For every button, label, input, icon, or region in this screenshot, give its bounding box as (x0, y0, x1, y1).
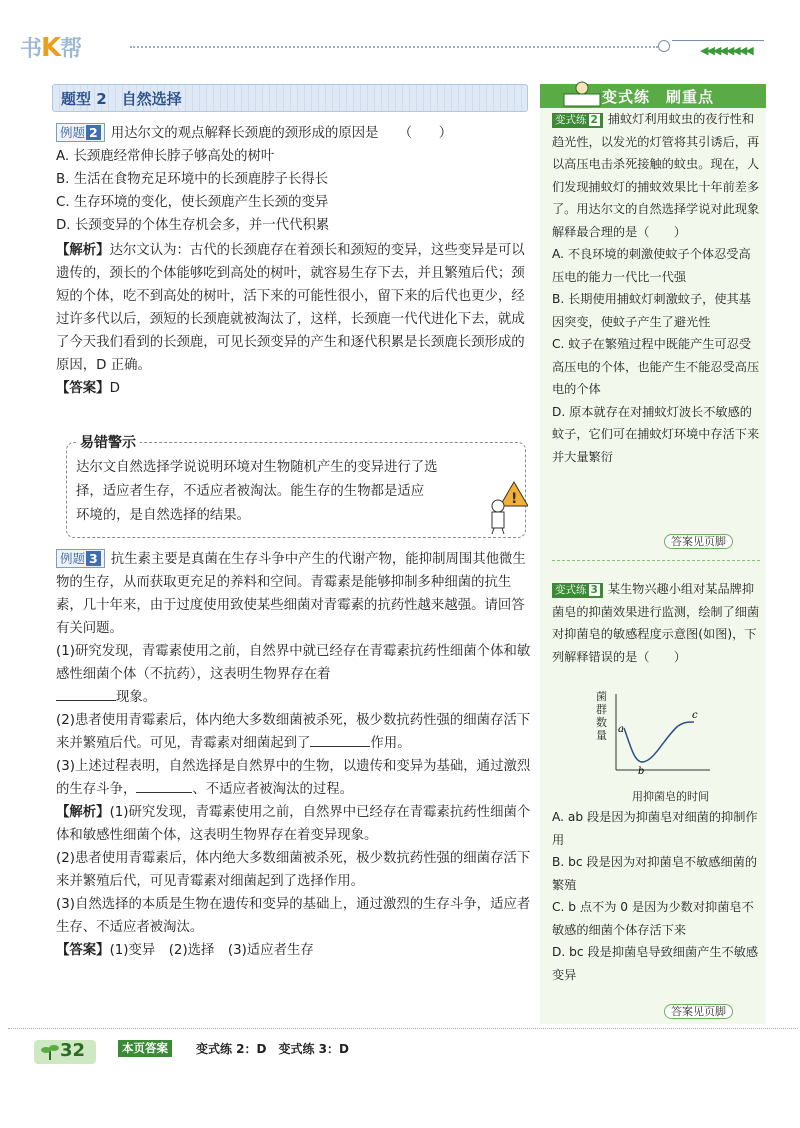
page-answers: 变式练 2：D 变式练 3：D (196, 1042, 349, 1056)
example-question: 抗生素主要是真菌在生存斗争中产生的代谢产物，能抑制周围其他微生物的生存，从而获取更充足的养料和空间。青霉素是能够抑制多种细菌的抗生素，几十年来，由于过度使用致使某些细菌对青霉素的抗药性越来越强。请回答有关问题。 (56, 552, 526, 636)
option-a: A. 长颈鹿经常伸长脖子够高处的树叶 (56, 149, 275, 164)
example-2 (56, 122, 534, 400)
point-c-label: c (692, 710, 698, 721)
section-title: 题型 2 自然选择 (61, 90, 182, 108)
warning-title: 易错警示 (76, 432, 140, 452)
x-axis-label: 用抑菌皂的时间 (632, 790, 709, 803)
option-d: D. 原本就存在对捕蚊灯波长不敏感的蚊子，它们可在捕蚊灯环境中存活下来并大量繁衍 (552, 404, 760, 464)
point-a-label: a (618, 724, 624, 735)
footer-rule (8, 1028, 798, 1029)
question-2: (2)患者使用青霉素后，体内绝大多数细菌被杀死，极少数抗药性强的细菌存活下来并繁殖后代。可见，青霉素对细菌起到了 (56, 713, 531, 751)
answer-blank-3[interactable] (136, 778, 192, 793)
header-rule-right (672, 40, 764, 41)
practice-question: 捕蚊灯利用蚊虫的夜行性和趋光性，以发光的灯管将其引诱后，再以高压电击杀死接触的蚊虫。现在，人们发现捕蚊灯的捕蚊效果比十年前差多了。用达尔文的自然选择学说对此现象解释最合理的是（ ） (552, 112, 760, 239)
example-question: 用达尔文的观点解释长颈鹿的颈形成的原因是 （ ） (110, 126, 453, 141)
option-a: A. 不良环境的刺激使蚊子个体忍受高压电的能力一代比一代强 (552, 247, 751, 284)
example-tag: 例题 3 (56, 549, 105, 568)
option-b: B. 长期使用捕蚊灯刺激蚊子，使其基因突变，使蚊子产生了避光性 (552, 292, 751, 329)
curve-line (624, 722, 694, 762)
analysis-2: (2)患者使用青霉素后，体内绝大多数细菌被杀死，极少数抗药性强的细菌存活下来并繁殖后代，可见青霉素对细菌起到了选择作用。 (56, 851, 531, 889)
point-b-label: b (638, 766, 645, 777)
practice-tag: 变式练 3 (552, 583, 603, 598)
header-rule (130, 46, 658, 48)
option-c: C. 蚊子在繁殖过程中既能产生可忍受高压电的个体，也能产生不能忍受高压电的个体 (552, 337, 760, 396)
warning-figure-icon (484, 480, 528, 534)
sidebar-reader-icon (562, 80, 602, 108)
brand-logo: 书K帮 (20, 33, 82, 63)
analysis-text: 达尔文认为：古代的长颈鹿存在着颈长和颈短的变异，这些变异是可以遗传的，颈长的个体能够吃到高处的树叶，就容易生存下去，并且繁殖后代；颈短的个体，吃不到高处的树叶，活下来的可能性很小，留下来的后代也更少，经过许多代以后，颈短的长颈鹿就被淘汰了，这样，长颈鹿一代代进化下去，就成了今天我们看到的长颈鹿，可见长颈变异的产生和逐代积累是长颈鹿长颈形成的原因，D 正确。 (56, 243, 525, 373)
sidebar-divider (552, 560, 760, 561)
analysis-3: (3)自然选择的本质是生物在遗传和变异的基础上，通过激烈的生存斗争，适应者生存、不适应者被淘汰。 (56, 897, 531, 935)
question-3: (3)上述过程表明，自然选择是自然界中的生物，以遗传和变异为基础，通过激烈的生存斗争， (56, 759, 531, 797)
y-axis-label: 菌群数量 (596, 690, 607, 742)
practice-3 (552, 578, 762, 668)
answer-text: (1)变异 (2)选择 (3)适应者生存 (109, 943, 314, 958)
practice-3-options (552, 806, 762, 986)
bacteria-curve-chart (594, 688, 714, 786)
answer-link-button[interactable]: 答案见页脚 (664, 1000, 733, 1020)
option-a: A. ab 段是因为抑菌皂对细菌的抑制作用 (552, 810, 758, 847)
analysis-label: 【解析】 (56, 805, 110, 820)
answer-link-button[interactable]: 答案见页脚 (664, 530, 733, 550)
section-banner (52, 84, 528, 112)
example-tag: 例题 2 (56, 123, 105, 142)
sidebar-header: 变式练 刷重点 (540, 84, 766, 108)
warning-text: 达尔文自然选择学说说明环境对生物随机产生的变异进行了选 择，适应者生存，不适应者被淘汰。能生存的生物都是适应 环境的，是自然选择的结果。 (76, 460, 438, 523)
page-number: 32 (34, 1040, 96, 1064)
option-c: C. b 点不为 0 是因为少数对抑菌皂不敏感的细菌个体存活下来 (552, 900, 754, 937)
example-3: 例题 3 抗生素主要是真菌在生存斗争中产生的代谢产物，能抑制周围其他微生物的生存，从而获取更充足的养料和空间。青霉素是能够抑制多种细菌的抗生素，几十年来，由于过度使用致使某些细菌对青霉素的抗药性越来越强。请回答有关问题。 (1)研究发现，青霉素使用之前，自然界中就已经存在青霉素抗药性细菌个体和敏感性细菌个体（不抗药），这表明生物界存在着 现象。 (2)患者使用青霉素后，体内绝大多数细菌被杀死，极少数抗药性强的细菌存活下来并繁殖后代。可见，青霉素对细菌起到了 作用。 (3)上述过程表明，自然选择是自然界中的生物，以遗传和变异为基础，通过激烈的生存斗争， 、不适应者被淘汰的过程。 【解析】(1)研究发现，青霉素使用之前，自然界中已经存在青霉素抗药性细菌个体和敏感性细菌个体，这表明生物界存在着变异现象。 (2)患者使用青霉素后，体内绝大多数细菌被杀死，极少数抗药性强的细菌存活下来并繁殖后代，可见青霉素对细菌起到了选择作用。 (3)自然选择的本质是生物在遗传和变异的基础上，通过激烈的生存斗争，适应者生存、不适应者被淘汰。 【答案】(1)变异 (2)选择 (3)适应者生存 (56, 548, 534, 962)
question-1: (1)研究发现，青霉素使用之前，自然界中就已经存在青霉素抗药性细菌个体和敏感性细菌个体（不抗药），这表明生物界存在着 (56, 644, 531, 682)
practice-tag: 变式练 2 (552, 113, 603, 128)
option-d: D. bc 段是抑菌皂导致细菌产生不敏感变异 (552, 945, 759, 982)
practice-question: 某生物兴趣小组对某品牌抑菌皂的抑菌效果进行监测，绘制了细菌对抑菌皂的敏感程度示意图(如图)，下列解释错误的是（ ） (552, 582, 760, 664)
answer-blank-2[interactable] (310, 732, 370, 747)
option-b: B. bc 段是因为对抑菌皂不敏感细菌的繁殖 (552, 855, 758, 892)
answer-text: D (109, 381, 120, 396)
analysis-label: 【解析】 (56, 243, 110, 258)
option-d: D. 长颈变异的个体生存机会多，并一代代积累 (56, 218, 330, 233)
analysis-1: (1)研究发现，青霉素使用之前，自然界中已经存在青霉素抗药性细菌个体和敏感性细菌个体，这表明生物界存在着变异现象。 (56, 805, 531, 843)
option-b: B. 生活在食物充足环境中的长颈鹿脖子长得长 (56, 172, 329, 187)
practice-2 (552, 108, 762, 468)
header-circle (658, 40, 670, 52)
answer-label: 【答案】 (56, 381, 110, 396)
header-arrows-icon: ◀◀◀◀◀◀◀◀ (700, 44, 752, 57)
answer-label: 【答案】 (56, 943, 110, 958)
sprout-icon (40, 1042, 60, 1062)
answer-blank-1[interactable] (56, 686, 116, 701)
option-c: C. 生存环境的变化，使长颈鹿产生长颈的变异 (56, 195, 329, 210)
svg-text:!: ! (511, 491, 518, 507)
page-answers-tag: 本页答案 (118, 1040, 172, 1057)
